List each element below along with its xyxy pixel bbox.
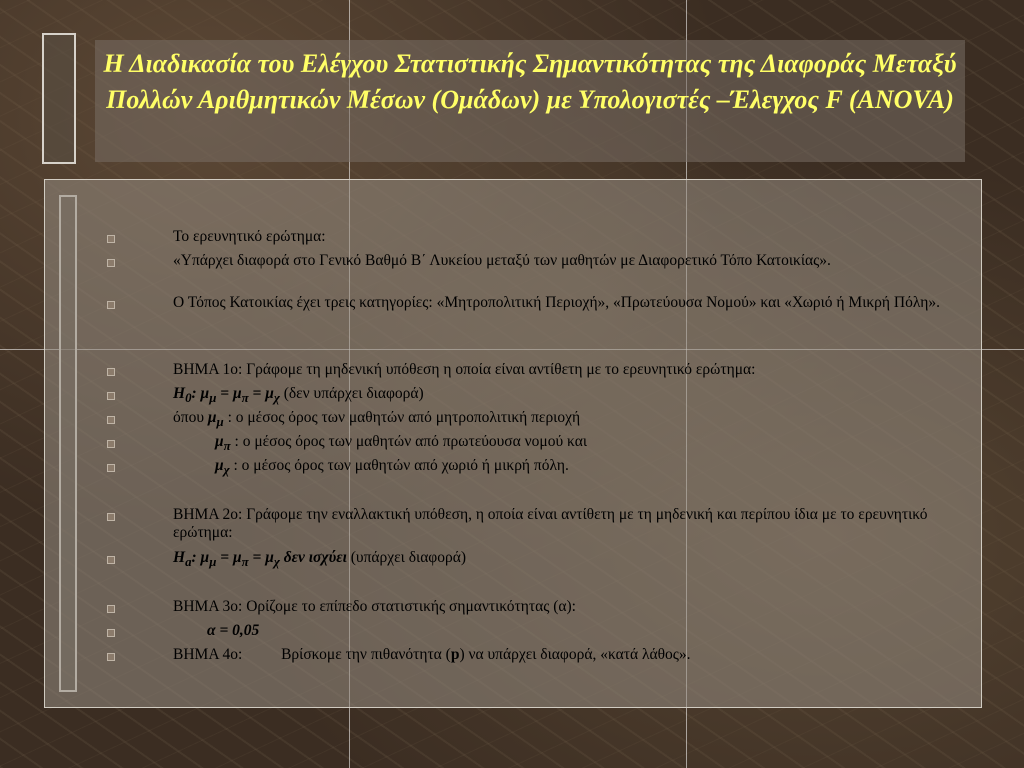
bullet-icon (107, 368, 115, 376)
research-question-label: Το ερευνητικό ερώτημα: (173, 228, 326, 245)
bullet-icon (107, 513, 115, 521)
bullet-icon (107, 301, 115, 309)
bullet-icon (107, 653, 115, 661)
content-box (44, 179, 982, 708)
bullet-icon (107, 440, 115, 448)
slide-title: Η Διαδικασία του Ελέγχου Στατιστικής Σημαντικότητας της Διαφοράς Μεταξύ Πολλών Αριθμητικών Μέσων (Ομάδων) με Υπολογιστές –Έλεγχος F (ANOVA) (103, 49, 957, 114)
title-box (95, 40, 965, 162)
bullet-icon (107, 464, 115, 472)
null-hypothesis: $H_0$: $\mu_\mu = \mu_\pi = \mu_\chi$ (δεν υπάρχει διαφορά) (173, 385, 424, 406)
title-left-bar (42, 33, 76, 164)
bullet-icon (107, 556, 115, 564)
bullet-icon (107, 392, 115, 400)
mean-definition-capital: $\mu_\pi$ : ο μέσος όρος των μαθητών από πρωτεύουσα νομού και (215, 433, 587, 454)
bullet-icon (107, 629, 115, 637)
step4-text: ΒΗΜΑ 4ο: Βρίσκομε την πιθανότητα (p) να υπάρχει διαφορά, «κατά λάθος». (173, 646, 691, 663)
significance-level: α = 0,05 (207, 622, 260, 639)
step2-text: ΒΗΜΑ 2ο: Γράφομε την εναλλακτική υπόθεση, η οποία είναι αντίθετη με τη μηδενική και περίπου ίδια με το ερευνητικό ερώτημα: (173, 506, 928, 541)
residence-categories-text: Ο Τόπος Κατοικίας έχει τρεις κατηγορίες: «Μητροπολιτική Περιοχή», «Πρωτεύουσα Νομού» και «Χωριό ή Μικρή Πόλη». (173, 294, 940, 311)
mean-definition-metropolitan: όπου $\mu_\mu$ : ο μέσος όρος των μαθητών από μητροπολιτική περιοχή (173, 409, 581, 430)
mean-definition-village: $\mu_\chi$ : ο μέσος όρος των μαθητών από χωριό ή μικρή πόλη. (215, 457, 569, 478)
step3-text: ΒΗΜΑ 3ο: Ορίζομε το επίπεδο στατιστικής σημαντικότητας (α): (173, 598, 576, 615)
bullet-icon (107, 259, 115, 267)
bullet-icon (107, 416, 115, 424)
research-question-text: «Υπάρχει διαφορά στο Γενικό Βαθμό Β΄ Λυκείου μεταξύ των μαθητών με Διαφορετικό Τόπο Κατοικίας». (173, 252, 831, 269)
alternative-hypothesis: $H_a$: $\mu_\mu = \mu_\pi = \mu_\chi$ δεν ισχύει (υπάρχει διαφορά) (173, 549, 467, 570)
bullet-icon (107, 235, 115, 243)
step1-text: ΒΗΜΑ 1ο: Γράφομε τη μηδενική υπόθεση η οποία είναι αντίθετη με το ερευνητικό ερώτημα: (173, 361, 756, 378)
bullet-icon (107, 605, 115, 613)
